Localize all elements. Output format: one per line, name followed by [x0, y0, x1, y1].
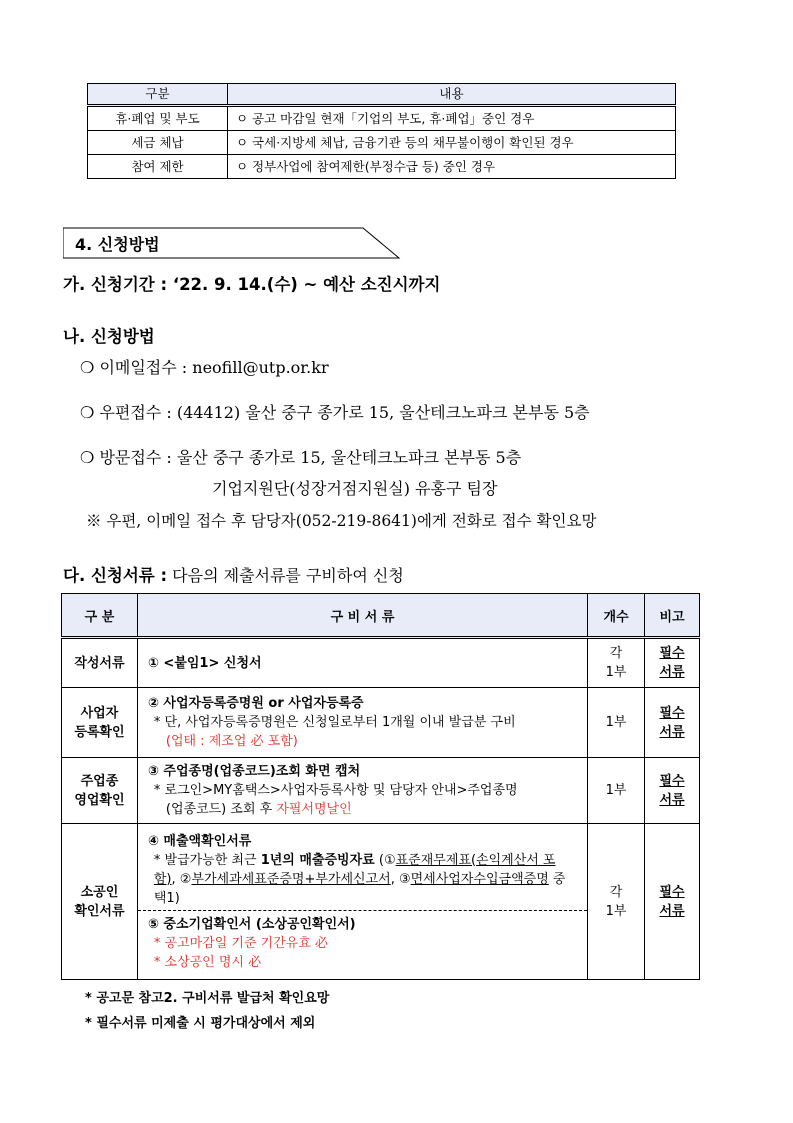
category-text: 영업확인 — [74, 792, 125, 808]
doc-sub-red: * 소상공인 명시 必 — [153, 954, 262, 970]
count-text: 각 — [609, 646, 623, 661]
count-text: 1부 — [605, 783, 627, 798]
doc-sub-e: , ② — [171, 871, 192, 887]
count-text: 1부 — [605, 715, 627, 730]
method-text: 이메일접수 : neofill@utp.or.kr — [99, 358, 329, 377]
row-category — [62, 638, 138, 688]
table-row — [62, 824, 700, 980]
bullet-icon: ❍ — [80, 403, 95, 422]
docs-desc: 다음의 제출서류를 구비하여 신청 — [172, 566, 404, 585]
doc-split — [138, 910, 587, 972]
footnote: * 필수서류 미제출 시 평가대상에서 제외 — [85, 1016, 316, 1031]
table-row — [88, 155, 676, 179]
period-line — [63, 271, 440, 295]
doc-sub: * 로그인>MY홈택스>사업자등록사항 및 담당자 안내>주업종명 — [153, 783, 518, 798]
header-category: 구분 — [88, 84, 228, 106]
header-note: 비고 — [645, 594, 700, 638]
row-category: 세금 체납 — [88, 131, 228, 155]
row-note — [645, 688, 700, 758]
table-header-row — [62, 594, 700, 638]
row-content: ㅇ 정부사업에 참여제한(부정수급 등) 중인 경우 — [228, 155, 676, 179]
doc-sub2-red: 자필서명날인 — [276, 802, 352, 817]
documents-table — [61, 593, 700, 980]
doc-sub-f: 부가세과세표준증명+부가세신고서 — [191, 871, 391, 887]
doc-title: ① <붙임1> 신청서 — [147, 655, 262, 671]
docs-label: 다. 신청서류 : — [63, 566, 168, 585]
doc-sub2 — [148, 800, 577, 819]
row-count — [588, 758, 645, 824]
row-content: ㅇ 공고 마감일 현재「기업의 부도, 휴·폐업」중인 경우 — [228, 106, 676, 131]
note-text: 필수 — [659, 646, 685, 661]
method-mail — [80, 400, 590, 423]
header-content: 내용 — [228, 84, 676, 106]
row-note — [645, 824, 700, 980]
category-text: 소공인 — [80, 884, 119, 900]
row-content: ㅇ 국세·지방세 체납, 금융기관 등의 채무불이행이 확인된 경우 — [228, 131, 676, 155]
doc-sub-red: * 공고마감일 기준 기간유효 必 — [153, 935, 329, 951]
category-text: 작성서류 — [74, 655, 125, 671]
method-text: 방문접수 : 울산 중구 종가로 15, 울산테크노파크 본부동 5층 — [99, 448, 522, 467]
period-value: ‘22. 9. 14.(수) ~ 예산 소진시까지 — [172, 275, 441, 294]
doc-sub-b: 1년의 매출증빙자료 — [260, 852, 375, 868]
doc-sub-i: 중 택1) — [153, 871, 566, 906]
method-email — [80, 355, 329, 378]
doc-sub: * 단, 사업자등록증명원은 신청일로부터 1개월 이내 발급분 구비 — [153, 715, 516, 730]
table-row — [88, 106, 676, 131]
bullet-icon: ❍ — [80, 358, 95, 377]
doc-sub-a: * 발급가능한 최근 — [153, 852, 261, 868]
category-text: 주업종 — [80, 773, 119, 789]
count-text: 1부 — [605, 665, 627, 680]
note-text: 서류 — [659, 792, 685, 808]
doc-title: ⑤ 중소기업확인서 (소상공인확인서) — [147, 916, 356, 932]
method-title: 나. 신청방법 — [63, 327, 155, 346]
bullet-icon: ❍ — [80, 448, 95, 467]
method-visit — [80, 445, 521, 468]
row-category: 휴·폐업 및 부도 — [88, 106, 228, 131]
table-row — [62, 758, 700, 824]
doc-sub-g: , ③ — [390, 871, 411, 887]
row-category — [62, 824, 138, 980]
doc-title: ③ 주업종명(업종코드)조회 화면 캡처 — [147, 764, 361, 779]
note-text: 서류 — [659, 665, 685, 680]
row-docs — [137, 824, 587, 980]
table-row — [62, 638, 700, 688]
header-count: 개수 — [588, 594, 645, 638]
table-header-row — [88, 84, 676, 106]
method-visit-contact: 기업지원단(성장거점지원실) 유홍구 팀장 — [212, 479, 498, 498]
row-note — [645, 638, 700, 688]
category-text: 확인서류 — [74, 903, 125, 919]
row-category — [62, 758, 138, 824]
doc-title: ② 사업자등록증명원 or 사업자등록증 — [147, 696, 364, 711]
row-docs — [137, 688, 587, 758]
row-count — [588, 688, 645, 758]
method-text: 우편접수 : (44412) 울산 중구 종가로 15, 울산테크노파크 본부동 5층 — [99, 403, 590, 422]
row-count — [588, 638, 645, 688]
doc-sub-c: (① — [374, 852, 396, 868]
footnote: * 공고문 참고2. 구비서류 발급처 확인요망 — [85, 991, 330, 1006]
doc-sub2-plain: (업종코드) 조회 후 — [165, 802, 277, 817]
note-text: 서류 — [659, 903, 685, 919]
row-docs — [137, 638, 587, 688]
eligibility-table — [87, 83, 676, 179]
row-note — [645, 758, 700, 824]
note-text: 필수 — [659, 773, 685, 789]
note-text: 필수 — [659, 884, 685, 900]
row-category — [62, 688, 138, 758]
doc-sub — [148, 851, 577, 908]
section-title: 4. 신청방법 — [75, 235, 160, 254]
count-text: 각 — [609, 884, 623, 900]
doc-title: ④ 매출액확인서류 — [147, 833, 252, 849]
count-text: 1부 — [605, 903, 627, 919]
period-label: 가. 신청기간 : — [63, 275, 168, 294]
section-heading — [63, 226, 401, 264]
note-text: 필수 — [659, 705, 685, 721]
doc-sub-h: 면세사업자수입금액증명 — [410, 871, 549, 887]
doc-sub-d: 표준재무제표(손익계산서 포함) — [153, 852, 556, 887]
header-category: 구 분 — [62, 594, 138, 638]
method-note: ※ 우편, 이메일 접수 후 담당자(052-219-8641)에게 전화로 접수 확인요망 — [86, 512, 597, 530]
header-docs: 구 비 서 류 — [137, 594, 587, 638]
row-docs — [137, 758, 587, 824]
doc-sub-red: (업태 : 제조업 必 포함) — [165, 734, 298, 749]
row-category: 참여 제한 — [88, 155, 228, 179]
row-count — [588, 824, 645, 980]
note-text: 서류 — [659, 724, 685, 740]
category-text: 등록확인 — [74, 724, 125, 740]
category-text: 사업자 — [80, 705, 119, 721]
docs-line — [63, 562, 404, 586]
table-row — [88, 131, 676, 155]
table-row — [62, 688, 700, 758]
